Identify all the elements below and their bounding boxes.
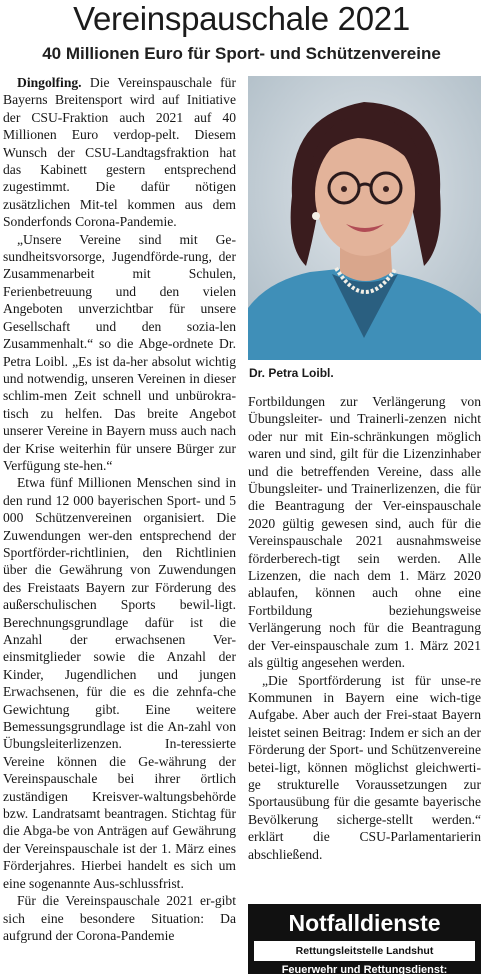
dateline: Dingolfing. [17, 75, 82, 90]
subheadline: 40 Millionen Euro für Sport- und Schützenvereine [42, 44, 441, 63]
photo-caption: Dr. Petra Loibl. [249, 366, 334, 380]
notfall-subtitle: Rettungsleitstelle Landshut [254, 941, 475, 961]
article-paragraph: Fortbildungen zur Verlängerung von Übungsleiter- und Trainerli-zenzen nicht oder nur mit Ein-schränkungen möglich waren und sind, gilt für die Lizenzinhaber und die betreffenden Vereine, dass alle Übungsleiter- und Trainerlizenzen, die für die Beantragung der Ver-einspauschale 2020 gültig gewesen sind, auch für die Vereinspauschale 2021 ausnahmsweise förderberech-tigt sein werden. Alle Lizenzen, die nach dem 1. März 2020 ablaufen, können auch ohne eine Fortbildung beziehungsweise Verlängerung noch für die Beantragung der Ver-einspauschale zum 1. März 2021 als gültig angesehen werden. [248, 394, 481, 671]
article-paragraph: „Die Sportförderung ist für unse-re Kommunen in Bayern eine wich-tige Aufgabe. Aber auch der Frei-staat Bayern leistet seinen Beitrag: Indem er sich an der Förderung der Sport- und Schützenvereine betei-ligt, können möglichst gleichwerti-ge strukturelle Voraussetzungen zur Sportausübung für die gesamte bayerische Bevölkerung sicherge-stellt werden.“ erklärt die CSU-Parlamentarierin abschließend. [248, 672, 481, 861]
paragraph-text: Die Vereinspauschale für Bayerns Breitensport wird auf Initiative der CSU-Fraktion auch 2021 auf 40 Millionen Euro verdop-pelt. Diesem Wunsch der CSU-Landtagsfraktion hat das Kabinett gestern entsprechend zugestimmt. Die dafür nötigen zusätzlichen Mit-tel kommen aus dem Sonderfonds Corona-Pandemie. [3, 75, 236, 230]
earring-shape [312, 212, 320, 220]
eye-left-shape [341, 186, 347, 192]
article-column-right [248, 393, 481, 861]
notfalldienste-box [248, 904, 481, 974]
article-paragraph: Für die Vereinspauschale 2021 er-gibt sich eine besondere Situation: Da aufgrund der Corona-Pandemie [3, 893, 236, 943]
notfall-next-line: Feuerwehr und Rettungsdienst: [281, 964, 448, 976]
headline: Vereinspauschale 2021 [73, 0, 410, 37]
article-column-left [3, 74, 236, 974]
notfall-title: Notfalldienste [288, 910, 441, 936]
portrait-photo [248, 76, 481, 360]
eye-right-shape [383, 186, 389, 192]
article-paragraph: Etwa fünf Millionen Menschen sind in den rund 12 000 bayerischen Sport- und 5 000 Schützenvereinen organisiert. Die Zuwendungen wer-den entsprechend der Sportförder-richtlinien, den Richtlinien über die Gewährung von Zuwendungen des Freistaats Bayern zur Förderung des außerschulischen Sports bewil-ligt. Berechnungsgrundlage dafür ist die Anzahl der erwachsenen Ver-einsmitglieder sowie die Anzahl der Kinder, Jugendlichen und jungen Erwachsenen, für die es die zehnfa-che Gewichtung gibt. Eine weitere Bemessungsgrundlage ist die An-zahl von Übungsleiterlizenzen. In-teressierte Vereine können die Ge-währung der Vereinspauschale bei ihrer örtlich zuständigen Kreisver-waltungsbehörde bzw. Landratsamt beantragen. Stichtag für die Abga-be von Anträgen auf Gewährung der Vereinspauschale ist der 1. März eines Förderjahres. Hierbei handelt es sich um eine sogenannte Aus-schlussfrist. [3, 475, 236, 891]
article-paragraph [3, 74, 236, 231]
article-paragraph: „Unsere Vereine sind mit Ge-sundheitsvorsorge, Jugendförde-rung, der Zusammenarbeit mit Schulen, Ferienbetreuung und den vielen Angeboten unverzichtbar für unsere Gesellschaft und den sozia-len Zusammenhalt.“ so die Abge-ordnete Dr. Petra Loibl. „Es ist da-her absolut wichtig und notwendig, unseren Vereinen in dieser schlim-men Zeit schnell und unbürokra-tisch zu helfen. Das breite Angebot unserer Vereine in Bayern muss auch nach der Krise weiterhin für unsere Bürger zur Verfügung ste-hen.“ [3, 231, 236, 473]
